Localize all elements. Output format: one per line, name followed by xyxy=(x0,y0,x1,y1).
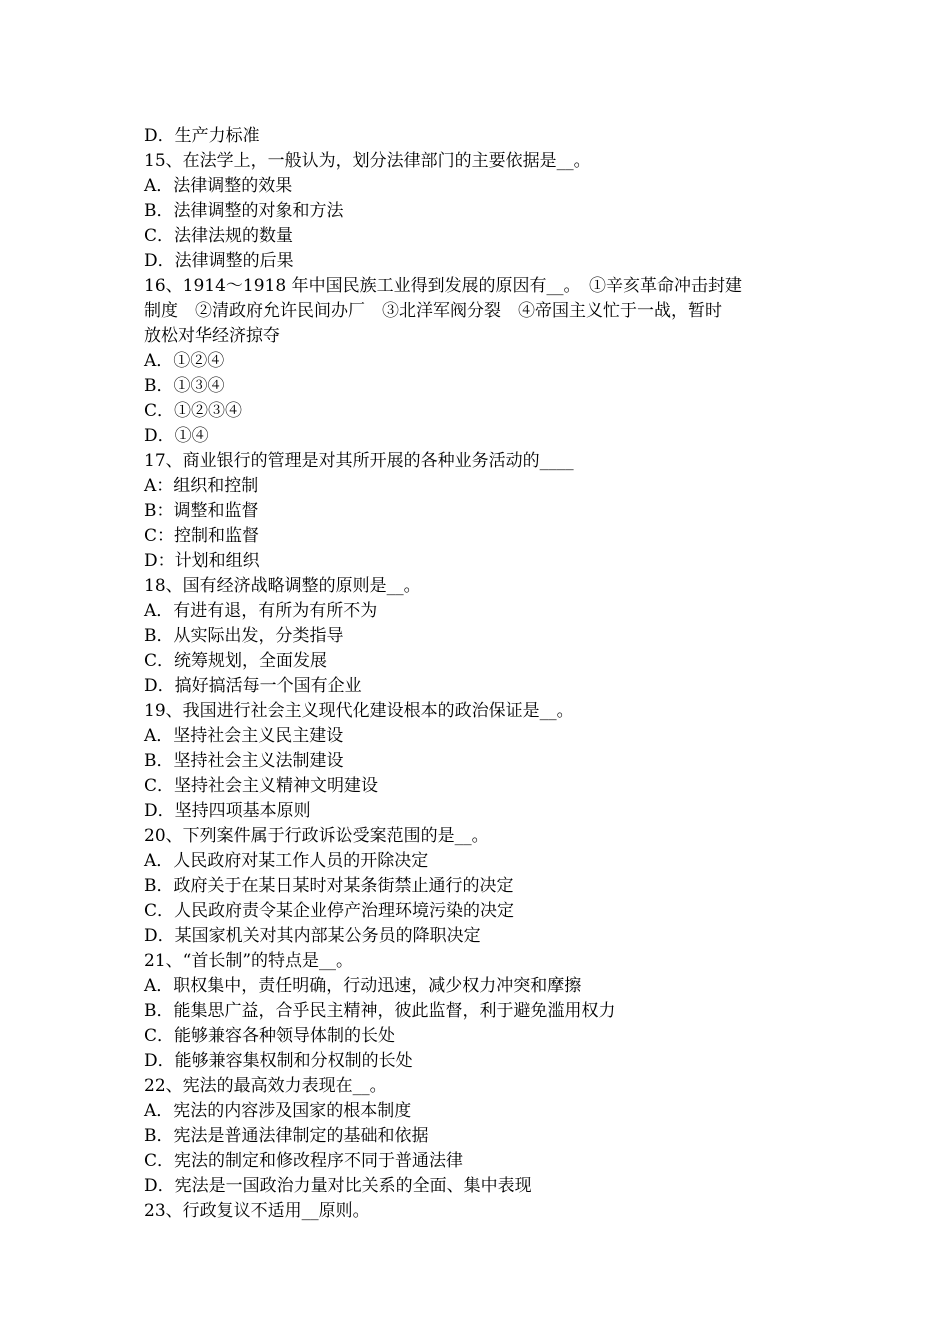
document-body xyxy=(144,124,814,1224)
text-line: 23、行政复议不适用__原则。 xyxy=(144,1201,370,1221)
text-line: C．坚持社会主义精神文明建设 xyxy=(144,776,379,796)
text-line: 放松对华经济掠夺 xyxy=(144,326,280,346)
text-line: D．搞好搞活每一个国有企业 xyxy=(144,676,362,696)
text-line: A．职权集中，责任明确，行动迅速，减少权力冲突和摩擦 xyxy=(144,976,582,996)
text-line: C：控制和监督 xyxy=(144,526,260,546)
text-line: 20、下列案件属于行政诉讼受案范围的是__。 xyxy=(144,826,489,846)
text-line: C．①②③④ xyxy=(144,401,243,421)
text-line: C．能够兼容各种领导体制的长处 xyxy=(144,1026,396,1046)
text-line: B．政府关于在某日某时对某条街禁止通行的决定 xyxy=(144,876,514,896)
text-line: A．人民政府对某工作人员的开除决定 xyxy=(144,851,429,871)
text-line: B．法律调整的对象和方法 xyxy=(144,201,344,221)
text-line: B．能集思广益，合乎民主精神，彼此监督，利于避免滥用权力 xyxy=(144,1001,616,1021)
text-line: A．有进有退，有所为有所不为 xyxy=(144,601,378,621)
text-line: D．法律调整的后果 xyxy=(144,251,294,271)
text-line: 21、“首长制”的特点是__。 xyxy=(144,951,354,971)
text-line: D．坚持四项基本原则 xyxy=(144,801,311,821)
text-line: B．①③④ xyxy=(144,376,225,396)
text-line: C．宪法的制定和修改程序不同于普通法律 xyxy=(144,1151,464,1171)
text-line: C．统筹规划，全面发展 xyxy=(144,651,328,671)
text-line: B．坚持社会主义法制建设 xyxy=(144,751,344,771)
text-line: 16、1914～1918 年中国民族工业得到发展的原因有__。 ①辛亥革命冲击封建 xyxy=(144,276,743,296)
text-line: 制度 ②清政府允许民间办厂 ③北洋军阀分裂 ④帝国主义忙于一战，暂时 xyxy=(144,301,722,321)
text-line: D．某国家机关对其内部某公务员的降职决定 xyxy=(144,926,481,946)
text-line: D．①④ xyxy=(144,426,209,446)
text-line: D．宪法是一国政治力量对比关系的全面、集中表现 xyxy=(144,1176,532,1196)
text-line: A．法律调整的效果 xyxy=(144,176,293,196)
text-line: B．宪法是普通法律制定的基础和依据 xyxy=(144,1126,429,1146)
text-line: C．人民政府责令某企业停产治理环境污染的决定 xyxy=(144,901,515,921)
text-line: B．从实际出发，分类指导 xyxy=(144,626,344,646)
text-line: A．宪法的内容涉及国家的根本制度 xyxy=(144,1101,412,1121)
text-line: A．①②④ xyxy=(144,351,225,371)
text-line: D：计划和组织 xyxy=(144,551,260,571)
text-line: 18、国有经济战略调整的原则是__。 xyxy=(144,576,421,596)
text-line: B：调整和监督 xyxy=(144,501,259,521)
text-line: 17、商业银行的管理是对其所开展的各种业务活动的____ xyxy=(144,451,574,471)
text-line: A．坚持社会主义民主建设 xyxy=(144,726,344,746)
text-line: 15、在法学上，一般认为，划分法律部门的主要依据是__。 xyxy=(144,151,591,171)
text-line: D．生产力标准 xyxy=(144,126,260,146)
text-line: A：组织和控制 xyxy=(144,476,259,496)
text-line: D．能够兼容集权制和分权制的长处 xyxy=(144,1051,413,1071)
text-line: 22、宪法的最高效力表现在__。 xyxy=(144,1076,387,1096)
text-line: C．法律法规的数量 xyxy=(144,226,294,246)
text-line: 19、我国进行社会主义现代化建设根本的政治保证是__。 xyxy=(144,701,574,721)
